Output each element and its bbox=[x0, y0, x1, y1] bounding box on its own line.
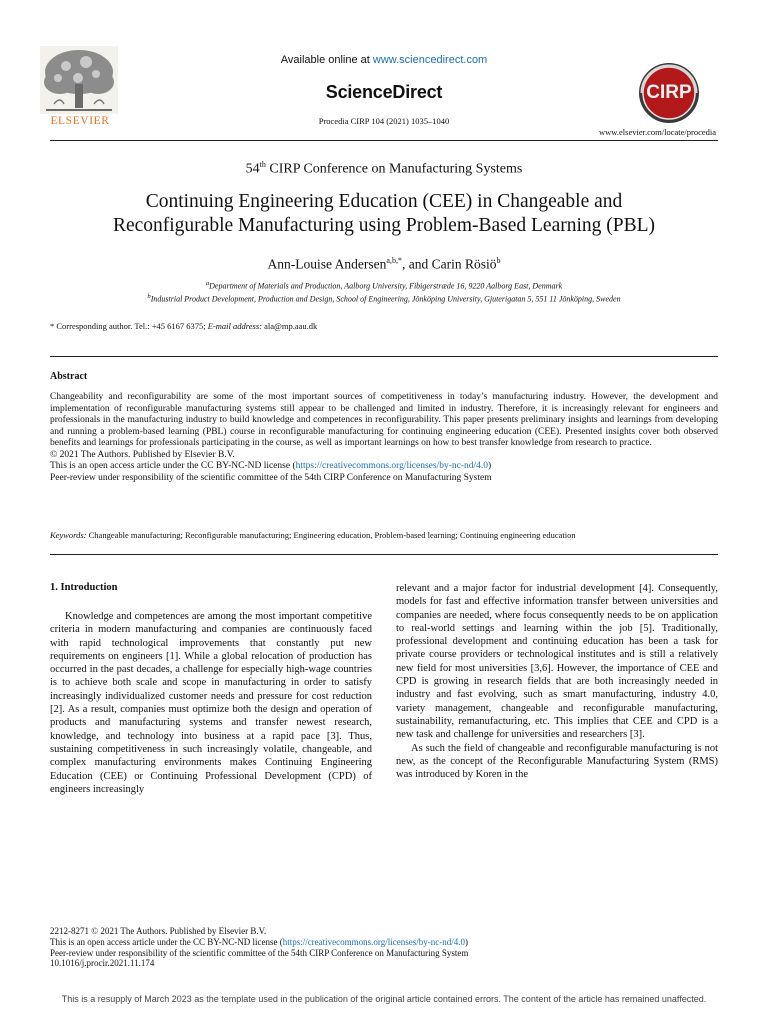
title-line: Reconfigurable Manufacturing using Problem-Based Learning (PBL) bbox=[112, 215, 656, 236]
license-suffix: ) bbox=[488, 461, 492, 471]
affiliation-marker: b bbox=[147, 293, 151, 300]
section-heading: 1. Introduction bbox=[50, 582, 118, 593]
locate-url[interactable]: www.elsevier.com/locate/procedia bbox=[599, 127, 716, 137]
footer-doi[interactable]: 10.1016/j.procir.2021.11.174 bbox=[50, 958, 155, 969]
footer-peer-review: Peer-review under responsibility of the scientific committee of the 54th CIRP Conference on Manufacturing System bbox=[50, 947, 469, 958]
available-prefix: Available online at bbox=[280, 54, 373, 66]
email-label: E-mail address: bbox=[207, 321, 262, 331]
keywords-text: Changeable manufacturing; Reconfigurable manufacturing; Engineering education, Problem-based learning; Continuing engineering education bbox=[86, 530, 576, 540]
affiliation-text: Department of Materials and Production, Aalborg University, Fibigerstræde 16, 9220 Aalborg East, Denmark bbox=[209, 281, 563, 291]
abstract-text: Changeability and reconfigurability are some of the most important sources of competitiveness in today’s manufacturing industry. However, the development and implementation of reconfigurable manufacturing systems still appear to be challenged and limited in industry. Therefore, it is increasingly relevant for engineers and professionals in the manufacturing industry to build knowledge and competences in reconfigurability. This paper presents preliminary insights and learnings from developing and running a problem-based learning (PBL) course in reconfigurable manufacturing for continuing engineering education (CEE). Presented insights cover both observed benefits and learnings for professionals participating in the course, as well as important learnings on how to best transfer knowledge from research to practice. bbox=[50, 392, 718, 448]
author-affiliation-marker: a,b,* bbox=[386, 256, 402, 265]
abstract-top-rule bbox=[50, 356, 718, 357]
conference-name bbox=[0, 160, 768, 178]
footer-license-link[interactable]: https://creativecommons.org/licenses/by-nc-nd/4.0 bbox=[282, 936, 465, 947]
cirp-logo bbox=[628, 62, 710, 124]
affiliation-marker: a bbox=[205, 280, 210, 287]
header-rule bbox=[50, 140, 718, 141]
title-line: Continuing Engineering Education (CEE) in Changeable and bbox=[145, 191, 623, 212]
corresponding-prefix: * Corresponding author. Tel.: +45 6167 6375; bbox=[50, 321, 208, 331]
conference-ordinal: 54 bbox=[245, 161, 260, 177]
keywords bbox=[50, 530, 576, 540]
keywords-label: Keywords: bbox=[50, 530, 87, 540]
abstract-copyright: © 2021 The Authors. Published by Elsevier B.V. bbox=[50, 449, 235, 460]
abstract-heading: Abstract bbox=[50, 371, 88, 382]
email-address[interactable]: ala@mp.aau.dk bbox=[261, 321, 318, 331]
sciencedirect-brand: ScienceDirect bbox=[325, 82, 443, 102]
cirp-wordmark: CIRP bbox=[646, 82, 692, 103]
abstract-license bbox=[50, 461, 718, 473]
abstract-peer-review: Peer-review under responsibility of the scientific committee of the 54th CIRP Conference on Manufacturing System bbox=[50, 472, 492, 483]
author-list bbox=[0, 256, 768, 273]
footer-issn: 2212-8271 © 2021 The Authors. Published by Elsevier B.V. bbox=[50, 926, 267, 936]
elsevier-wordmark: ELSEVIER bbox=[50, 115, 110, 127]
author-affiliation-marker: b bbox=[496, 256, 501, 265]
author-separator: , and bbox=[401, 256, 432, 272]
license-link[interactable]: https://creativecommons.org/licenses/by-nc-nd/4.0 bbox=[295, 461, 489, 471]
author-name: Carin Rösiö bbox=[431, 256, 497, 272]
body-paragraph: relevant and a major factor for industrial development [4]. Consequently, models for fast and effective information transfer between universities and companies are needed, where focus consequently needs to be on application to real-world settings and learning within the job [5]. Traditionally, professional development and continuing education has been a task for private course providers or technological institutes and is still a relatively new field for most universities [3,6]. However, the importance of CEE and CPD is growing in research fields that are both increasingly needed in industry and fast evolving, such as smart manufacturing, industry 4.0, variety management, changeable and reconfigurable manufacturing, sustainability, remanufacturing, etc. This implies that CEE and CPD is a new task and challenge for universities and researchers [3]. bbox=[396, 583, 718, 741]
license-prefix: This is an open access article under the CC BY-NC-ND license ( bbox=[50, 461, 296, 471]
footer-license-suffix: ) bbox=[464, 936, 468, 947]
corresponding-author bbox=[50, 321, 317, 331]
paper-title bbox=[40, 190, 728, 238]
journal-reference: Procedia CIRP 104 (2021) 1035–1040 bbox=[318, 116, 450, 126]
conference-title: CIRP Conference on Manufacturing Systems bbox=[265, 161, 523, 177]
affiliation-text: Industrial Product Development, Production and Design, School of Engineering, Jönköping University, Gjuterigatan 5, 551 11 Jönköping, Sweden bbox=[150, 294, 621, 304]
author-name: Ann-Louise Andersen bbox=[267, 256, 387, 272]
resupply-note: This is a resupply of March 2023 as the template used in the publication of the original article contained errors. The content of the article has remained unaffected. bbox=[61, 994, 707, 1004]
affiliation bbox=[40, 293, 728, 304]
conference-ordinal-suffix: th bbox=[259, 160, 266, 169]
body-paragraph: As such the field of changeable and reconfigurable manufacturing is not new, as the concept of the Reconfigurable Manufacturing System (RMS) was introduced by Koren in the bbox=[396, 742, 718, 781]
abstract-body bbox=[50, 392, 718, 484]
keywords-bottom-rule bbox=[50, 554, 718, 555]
footer-notice bbox=[50, 926, 468, 969]
footer-license bbox=[50, 937, 468, 948]
right-column bbox=[396, 582, 718, 781]
footer-license-prefix: This is an open access article under the CC BY-NC-ND license ( bbox=[50, 936, 283, 947]
body-paragraph: Knowledge and competences are among the most important competitive criteria in modern manufacturing and companies are continuously faced with rapid technological improvements that constantly put new requirements on engineers [1]. While a global relocation of production has occurred in the past decades, a challenge for especially high-wage countries is to achieve both scale and scope in manufacturing in order to satisfy increasingly individualized customer needs and pressure for cost reduction [2]. As a result, companies must optimize both the design and operation of products and manufacturing systems and transfer newest research, knowledge, and technology into business at a rapid pace [3]. Thus, sustaining competitiveness in such increasingly volatile, changeable, and complex manufacturing environments makes Continuing Engineering Education (CEE) or Continuing Professional Development (CPD) of engineers increasingly bbox=[50, 611, 372, 795]
left-column bbox=[50, 610, 372, 796]
affiliation bbox=[40, 280, 728, 291]
sciencedirect-link[interactable]: www.sciencedirect.com bbox=[372, 54, 488, 66]
